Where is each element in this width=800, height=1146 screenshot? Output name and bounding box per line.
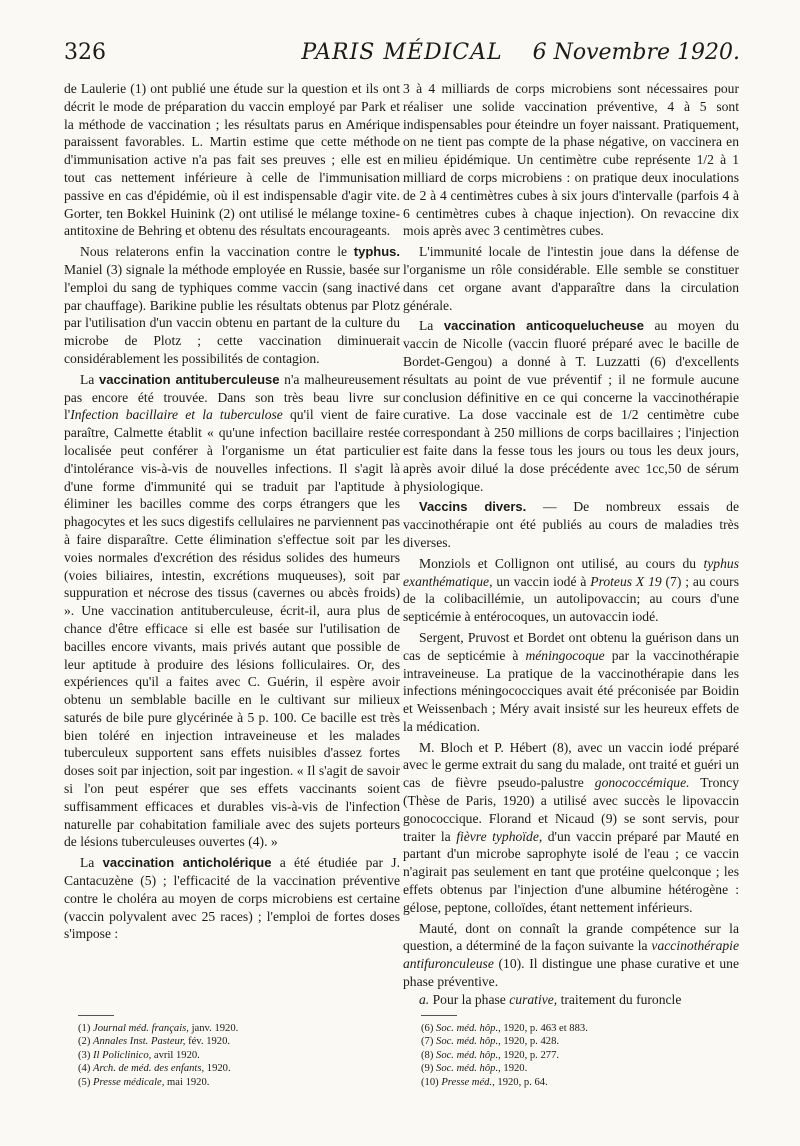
paragraph-cholera-cont: 3 à 4 milliards de corps microbiens sont nécessaires pour réaliser une solide vaccination préventive, 4 à 5 sont indispensables pour éteindre un foyer naissant. Pratiquement, on ne tient pas compte de la phase négative, on vaccinera en milieu épidémique. Un centimètre cube représente 1/2 à 1 milliard de corps microbiens : on pratique deux inoculations de 2 à 4 centimètres cubes à six jours d'intervalle (parfois 4 à 6 centimètres cubes à chaque injection). On revaccine dix mois après avec 3 centimètres cubes. [403, 81, 739, 239]
journal-title: PARIS MÉDICAL [301, 40, 503, 65]
footnote: (8) Soc. méd. hôp., 1920, p. 277. [421, 1049, 560, 1061]
footnotes-left [78, 1022, 414, 1089]
paragraph-cholera: La vaccination anticholérique a été étudiée par J. Cantacuzène (5) ; l'efficacité de la vaccination préventive contre le choléra au moyen de corps microbiens est certaine (vaccin polyvalent avec 25 races) ; l'emploi de fortes doses s'impose : [64, 855, 400, 942]
paragraph-bloch: M. Bloch et P. Hébert (8), avec un vaccin iodé préparé avec le germe extrait du sang du malade, ont traité et guéri un cas de fièvre pseudo-palustre gonococcémique. Troncy (Thèse de Paris, 1920) a utilisé avec succès le lipovaccin gonococcique. Florand et Nicaud (9) se sont servis, pour traiter la fièvre typhoïde, d'un vaccin préparé par Mauté en partant d'un microbe saprophyte isolé de l'eau ; ce vaccin n'agirait pas seulement en tant que protéine quelconque ; les effets obtenus par l'injection d'une albumine hétérogène : gélose, peptone, colloïdes, étant nettement inférieurs. [403, 739, 740, 915]
paragraph-maute: Mauté, dont on connaît la grande compétence sur la question, a déterminé de la façon suivante la vaccinothérapie antifuronculeuse (10). Il distingue une phase curative et une phase préventive. [403, 920, 739, 990]
running-header [64, 40, 740, 70]
page-number: 326 [64, 40, 106, 65]
paragraph-typhus: Nous relaterons enfin la vaccination contre le typhus. Maniel (3) signale la méthode employée en Russie, basée sur l'emploi du sang de typhiques comme vaccin (sang inactivé par chauffage). Barikine publie les résultats obtenus par Plotz par l'utilisation d'un vaccin obtenu en partant de la culture du microbe de Plotz ; cette vaccination diminuerait considérablement les possibilités de contagion. [64, 244, 400, 366]
footnote: (7) Soc. méd. hôp., 1920, p. 428. [421, 1036, 560, 1048]
issue-date: 6 Novembre 1920. [532, 40, 740, 65]
footnote: (6) Soc. méd. hôp., 1920, p. 463 et 883. [421, 1023, 588, 1034]
paragraph-tuberculosis: La vaccination antituberculeuse n'a malheureusement pas encore été trouvée. Dans son très beau livre sur l'Infection bacillaire et la tuberculose qu'il vient de faire paraître, Calmette établit « qu'une infection bacillaire restée localisée peut conférer à l'organisme un état particulier d'intolérance vis-à-vis de nouvelles infections. Il s'agit là d'une forme d'immunité qui se traduit par l'aptitude à éliminer les bacilles comme des corps étrangers que les phagocytes et les sucs digestifs cellulaires ne parviennent pas à faire disparaître. Cette élimination s'effectue soit par les voies normales d'excrétion des résidus solides des humeurs (voies biliaires, intestin, excrétions muqueuses), soit par suppuration et nécrose des tissus (cavernes ou abcès froids) ». Une vaccination antituberculeuse, écrit-il, aura plus de chance d'être efficace si elle est basée sur l'utilisation de bacilles encore vivants, mais privés autant que possible de leur aptitude à produire des lésions folliculaires. Or, des expériences qu'il a faites avec C. Guérin, il espère avoir obtenu un semblable bacille en le cultivant sur milieux saturés de bile pure glycérinée à 5 p. 100. Ce bacille est très bien toléré en injection intraveineuse et les malades tuberculeux supportent sans effets nuisibles d'assez fortes doses soit par injection, soit par ingestion. « Il s'agit de savoir si l'on peut espérer que ses effets vaccinants soient suffisamment efficaces et durables vis-à-vis de l'infection naturelle par cohabitation familiale avec des sujets porteurs de lésions tuberculeuses ouvertes (4). » [64, 371, 400, 850]
footnote: (3) Il Policlinico, avril 1920. [78, 1049, 200, 1061]
paragraph-monziols: Monziols et Collignon ont utilisé, au cours du typhus exanthématique, un vaccin iodé à Proteus X 19 (7) ; au cours de la colibacillémie, un autolipovaccin; au cours d'une septicémie à entérocoques, un autovaccin iodé. [403, 555, 740, 625]
left-column [64, 80, 400, 943]
footnote: (9) Soc. méd. hôp., 1920. [421, 1063, 528, 1075]
right-column [403, 80, 739, 1009]
footnote: (5) Presse médicale, mai 1920. [78, 1076, 210, 1088]
footnote: (2) Annales Inst. Pasteur, fév. 1920. [78, 1036, 231, 1048]
paragraph-sergent: Sergent, Pruvost et Bordet ont obtenu la guérison dans un cas de septicémie à méningocoque par la vaccinothérapie intraveineuse. La pratique de la vaccinothérapie dans les infections méningococciques avait été préconisée par Boidin et Weissenbach ; Méry avait insisté sur les heureux effets de la médication. [403, 629, 739, 734]
footnote: (1) Journal méd. français, janv. 1920. [78, 1023, 239, 1034]
footnote-rule-left [78, 1015, 114, 1016]
paragraph-diphtheria: de Laulerie (1) ont publié une étude sur la question et ils ont décrit le mode de préparation du vaccin employé par Park et la méthode de vaccination ; les résultats parus en Amérique paraissent favorables. L. Martin estime que cette méthode d'immunisation active n'a pas fait ses preuves ; elle est en tout cas nettement inférieure à celle de l'immunisation passive en cas d'épidémie, où il est indispensable d'agir vite. Gorter, ten Bokkel Huinink (2) ont utilisé le mélange toxine-antitoxine de Behring et obtenu des résultats encourageants. [64, 81, 400, 239]
paragraph-whooping-cough: La vaccination anticoquelucheuse au moyen du vaccin de Nicolle (vaccin fluoré préparé avec le bacille de Bordet-Gengou) a donné à T. Luzzatti (6) d'excellents résultats au point de vue préventif ; il ne formule aucune conclusion définitive en ce qui concerne la vaccinothérapie curative. La dose vaccinale est de 1/2 centimètre cube correspondant à 250 millions de corps bacillaires ; l'injection est faite dans la fesse tous les jours ou tous les deux jours, après avoir dilué la dose précédente avec 1cc,50 de sérum physiologique. [403, 318, 739, 494]
footnotes-right [421, 1022, 757, 1089]
footnote: (10) Presse méd., 1920, p. 64. [421, 1076, 548, 1088]
paragraph-intestine: L'immunité locale de l'intestin joue dans la défense de l'organisme un rôle considérable. Elle semble se constituer dans cet organe avant d'apparaître dans la circulation générale. [403, 244, 739, 313]
paragraph-curative-phase: a. Pour la phase curative, traitement du furoncle [419, 991, 682, 1007]
paragraph-various-vaccines: Vaccins divers. — De nombreux essais de vaccinothérapie ont été publiés au cours de maladies très diverses. [403, 499, 739, 550]
footnote-rule-right [421, 1015, 457, 1016]
footnote: (4) Arch. de méd. des enfants, 1920. [78, 1063, 231, 1075]
